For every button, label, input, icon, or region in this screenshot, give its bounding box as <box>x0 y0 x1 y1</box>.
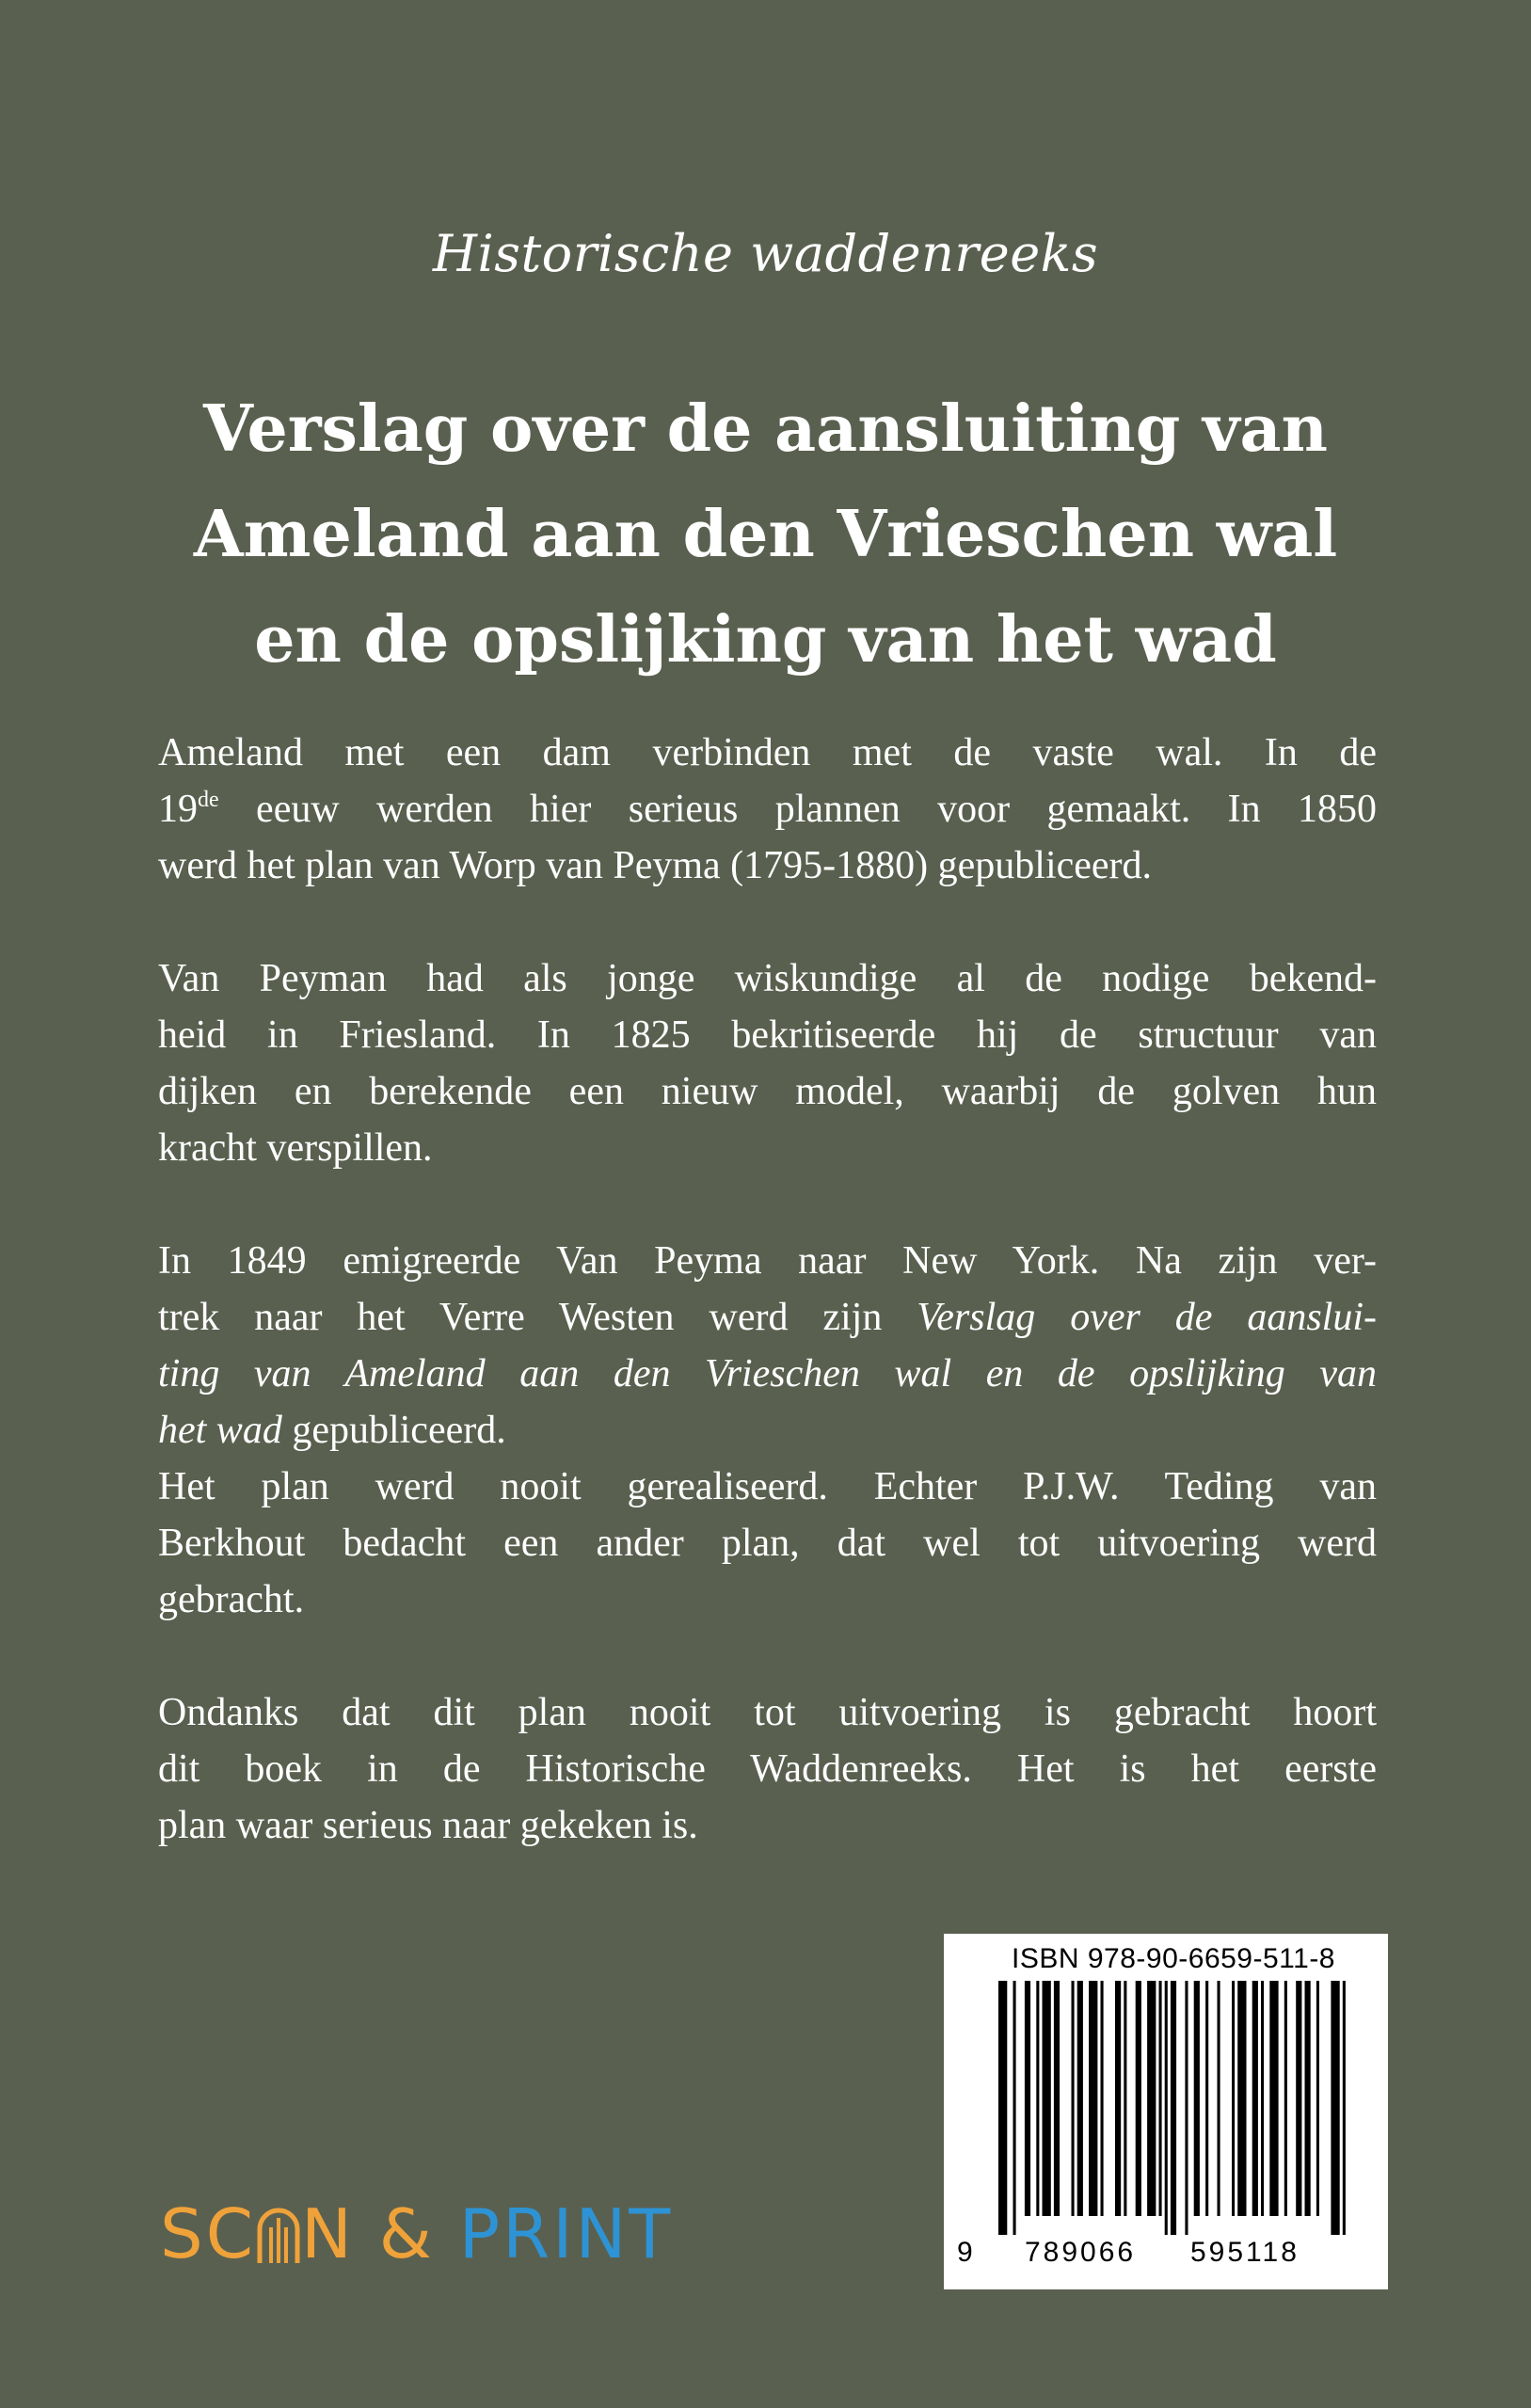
barcode-digit-first: 9 <box>957 2237 976 2268</box>
blurb-paragraph <box>158 950 1377 1176</box>
barcode-bar <box>1165 1981 1168 2235</box>
book-title <box>0 376 1531 693</box>
barcode-bar <box>1025 1981 1030 2216</box>
text-line: 19de eeuw werden hier serieus plannen voor gemaakt. In 1850 <box>158 788 1377 831</box>
barcode-bar <box>1252 1981 1258 2216</box>
barcode-bar <box>1054 1981 1060 2216</box>
title-line: Ameland aan den Vrieschen wal <box>193 497 1338 572</box>
text-line: trek naar het Verre Westen werd zijn Verslag over de aanslui- <box>158 1296 1377 1339</box>
logo-text-scan: SC <box>160 2194 256 2273</box>
text-line: plan waar serieus naar gekeken is. <box>158 1804 698 1847</box>
logo-text-print: PRINT <box>458 2194 674 2273</box>
barcode-bar <box>1043 1981 1051 2216</box>
barcode-bar <box>1115 1981 1121 2216</box>
barcode-bar <box>1185 1981 1188 2235</box>
barcode-bar <box>1305 1981 1311 2216</box>
book-title-italic: ting van Ameland aan den Vrieschen wal en de opslijking van <box>158 1352 1377 1395</box>
blurb-paragraph <box>158 1233 1377 1628</box>
blurb-paragraph <box>158 1684 1377 1854</box>
blurb <box>158 725 1377 1910</box>
book-title-italic: het wad <box>158 1409 282 1452</box>
text-line <box>158 1346 1377 1402</box>
barcode-digits-left: 789066 <box>1025 2237 1137 2268</box>
barcode-bar <box>1343 1981 1346 2235</box>
barcode-bar <box>1237 1981 1246 2216</box>
text-line: dit boek in de Historische Waddenreeks. Het is het eerste <box>158 1747 1377 1791</box>
barcode-bar <box>1261 1981 1264 2216</box>
barcode-bar <box>1147 1981 1156 2216</box>
book-title-italic: Verslag over de aanslui- <box>917 1296 1377 1339</box>
series-name: Historische waddenreeks <box>432 224 1099 283</box>
barcode-bar <box>1072 1981 1075 2216</box>
text-line: In 1849 emigreerde Van Peyma naar New York. Na zijn ver- <box>158 1239 1377 1283</box>
text-line: Ondanks dat dit plan nooit tot uitvoering is gebracht hoort <box>158 1691 1377 1734</box>
text-line: werd het plan van Worp van Peyma (1795-1880) gepubliceerd. <box>158 844 1153 887</box>
publisher-logo <box>160 2194 673 2273</box>
barcode-bar <box>1284 1981 1287 2216</box>
barcode-bar <box>1124 1981 1126 2216</box>
text-line: kracht verspillen. <box>158 1126 433 1170</box>
text-line: Van Peyman had als jonge wiskundige al de nodige bekend- <box>158 957 1377 1000</box>
barcode-bar <box>1331 1981 1339 2235</box>
barcode-bar <box>1101 1981 1104 2216</box>
barcode-bar <box>1316 1981 1319 2216</box>
blurb-paragraph <box>158 725 1377 894</box>
barcode-bar <box>1159 1981 1162 2216</box>
arch-icon <box>256 2205 301 2263</box>
isbn-barcode <box>944 1934 1388 2289</box>
barcode-bar <box>1036 1981 1039 2216</box>
barcode-bar <box>1218 1981 1220 2216</box>
isbn-label: ISBN 978-90-6659-511-8 <box>1012 1943 1335 1974</box>
barcode-bar <box>1136 1981 1141 2216</box>
text-line: Het plan werd nooit gerealiseerd. Echter P.J.W. Teding van <box>158 1465 1377 1508</box>
barcode-bar <box>1205 1981 1208 2216</box>
barcode-bar <box>998 1981 1007 2235</box>
text-line: het wad gepubliceerd. <box>158 1409 506 1452</box>
barcode-bar <box>1171 1981 1176 2235</box>
barcode-digits-right: 595118 <box>1190 2237 1300 2268</box>
logo-text-n-amp: N & <box>300 2194 459 2273</box>
barcode-bar <box>1296 1981 1301 2216</box>
barcode-bar <box>1269 1981 1278 2216</box>
title-line: en de opslijking van het wad <box>254 602 1277 678</box>
title-line: Verslag over de aansluiting van <box>203 391 1328 467</box>
superscript: de <box>198 788 219 812</box>
text-line: gebracht. <box>158 1578 305 1621</box>
text-line: Berkhout bedacht een ander plan, dat wel tot uitvoering werd <box>158 1522 1377 1565</box>
barcode-bar <box>1232 1981 1235 2216</box>
barcode-bar <box>1013 1981 1016 2235</box>
barcode-bar <box>1077 1981 1083 2216</box>
barcode-bar <box>1089 1981 1097 2216</box>
text-line: Ameland met een dam verbinden met de vaste wal. In de <box>158 731 1377 774</box>
barcode-bar <box>1194 1981 1200 2216</box>
text-line: heid in Friesland. In 1825 bekritiseerde hij de structuur van <box>158 1013 1377 1057</box>
text-line: dijken en berekende een nieuw model, waarbij de golven hun <box>158 1070 1377 1113</box>
barcode-bars <box>998 1981 1348 2235</box>
